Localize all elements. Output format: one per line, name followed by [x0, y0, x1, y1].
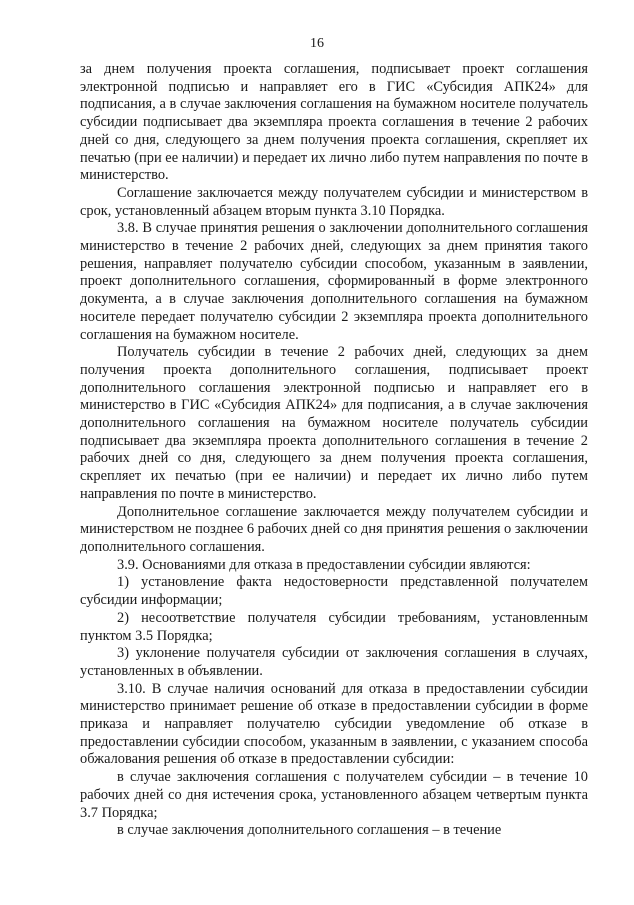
paragraph-3-10: 3.10. В случае наличия оснований для отказа в предоставлении субсидии министерство принимает решение об отказе в предоставлении субсидии в форме приказа и направляет получателю субсидии уведомление об отказе в предоставлении субсидии способом, указанным в заявлении, с указанием способа обжалования решения об отказе в предоставлении субсидии:	[80, 680, 588, 768]
paragraph-agreement-case: в случае заключения соглашения с получателем субсидии – в течение 10 рабочих дней со дня истечения срока, установленного абзацем четвертым пункта 3.7 Порядка;	[80, 769, 588, 821]
list-item-1: 1) установление факта недостоверности представленной получателем субсидии информации;	[80, 574, 588, 609]
paragraph-3-9: 3.9. Основаниями для отказа в предоставлении субсидии являются:	[117, 556, 531, 573]
document-body	[80, 61, 588, 840]
paragraph-3-8: 3.8. В случае принятия решения о заключении дополнительного соглашения министерство в течение 2 рабочих дней, следующих за днем принятия такого решения, направляет получателю субсидии способом, указанным в заявлении, проект дополнительного соглашения, сформированный в форме электронного документа, а в случае заключения дополнительного соглашения на бумажном носителе передает получателю субсидии 2 экземпляра проекта дополнительного соглашения на бумажном носителе.	[80, 220, 588, 343]
list-item-2: 2) несоответствие получателя субсидии требованиям, установленным пунктом 3.5 Порядка;	[80, 609, 588, 644]
paragraph-additional-agreement-term: Дополнительное соглашение заключается между получателем субсидии и министерством не позднее 6 рабочих дней со дня принятия решения о заключении дополнительного соглашения.	[80, 503, 589, 555]
paragraph-agreement-term: Соглашение заключается между получателем субсидии и министерством в срок, установленный абзацем вторым пункта 3.10 Порядка.	[80, 184, 588, 219]
paragraph-additional-agreement-case: в случае заключения дополнительного соглашения – в течение	[117, 822, 502, 839]
list-item-3: 3) уклонение получателя субсидии от заключения соглашения в случаях, установленных в объявлении.	[80, 645, 588, 679]
page-number: 16	[310, 36, 324, 51]
paragraph-recipient-signing: Получатель субсидии в течение 2 рабочих дней, следующих за днем получения проекта дополнительного соглашения, подписывает проект дополнительного соглашения электронной подписью и направляет его в министерство в ГИС «Субсидия АПК24» для подписания, а в случае заключения дополнительного соглашения на бумажном носителе получатель субсидии подписывает два экземпляра проекта дополнительного соглашения в течение 2 рабочих дней со дня, следующего за днем получения проекта соглашения, скрепляет их печатью (при ее наличии) и передает их лично либо путем направления по почте в министерство.	[80, 344, 588, 502]
paragraph-continuation: за днем получения проекта соглашения, подписывает проект соглашения электронной подписью и направляет его в ГИС «Субсидия АПК24» для подписания, а в случае заключения соглашения на бумажном носителе получатель субсидии подписывает два экземпляра проекта соглашения в течение 2 рабочих дней со дня, следующего за днем получения проекта соглашения, скрепляет их печатью (при ее наличии) и передает их лично либо путем направления по почте в министерство.	[80, 61, 588, 184]
